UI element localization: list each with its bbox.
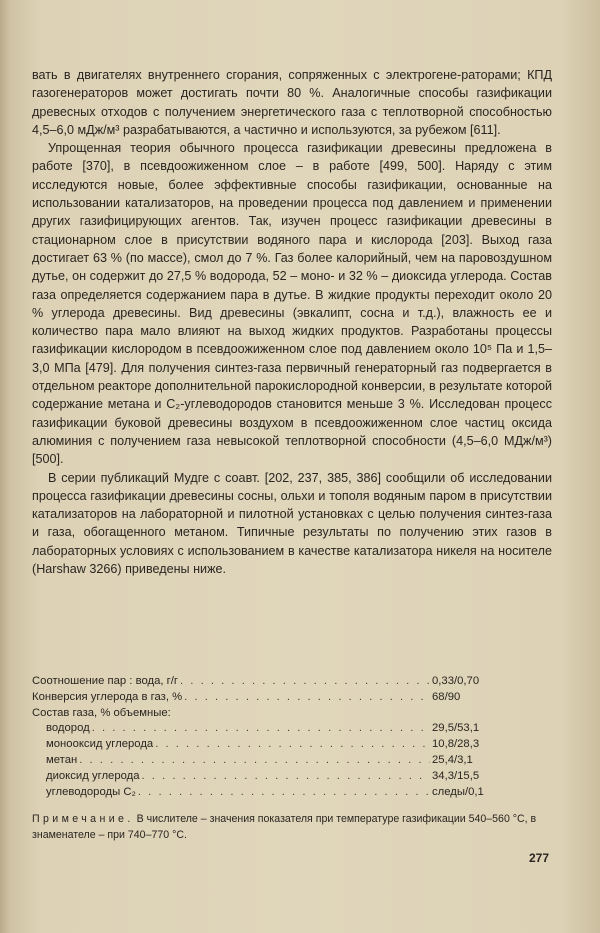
table-row xyxy=(32,769,522,785)
leader-dots xyxy=(92,721,430,737)
row-label: водород xyxy=(46,722,90,735)
row-label: диоксид углерода xyxy=(46,769,140,782)
row-value: 68/90 xyxy=(432,690,461,703)
footnote xyxy=(32,812,552,843)
row-value: 0,33/0,70 xyxy=(432,675,480,687)
body-text xyxy=(32,66,552,578)
row-value: 34,3/15,5 xyxy=(432,769,480,782)
table-row xyxy=(32,753,522,769)
leader-dots xyxy=(180,674,430,690)
row-label: Конверсия углерода в газ, % xyxy=(32,690,183,703)
leader-dots xyxy=(79,753,430,769)
row-value: следы/0,1 xyxy=(432,785,484,798)
table-row xyxy=(32,737,522,753)
row-label: Состав газа, % объемные: xyxy=(32,706,171,719)
row-label: Соотношение пар : вода, г/г xyxy=(32,675,179,687)
leader-dots xyxy=(142,769,430,785)
table-row xyxy=(32,706,522,722)
paragraph-3: В серии публикаций Мудге с соавт. [202, 237, 385, 386] сообщили об исследовании процесса газификации древесины сосны, ольхи и тополя водяным паром в присутствии катализаторов на лабораторной и пилотной установках с целью получения синтез-газа и газа, обогащенного метаном. Типичные результаты по получению этих газов в лабораторных условиях с использованием в качестве катализатора никеля на носителе (Harshaw 3266) приведены ниже. xyxy=(32,470,552,577)
row-label: метан xyxy=(46,753,78,766)
paragraph-1: вать в двигателях внутреннего сгорания, сопряженных с электрогене-раторами; КПД газогенераторов может достигать почти 80 %. Аналогичные способы газификации древесных отходов с получением энергетического газа с теплотворной способностью 4,5–6,0 мДж/м³ разрабатываются, а частично и используются, за рубежом [611]. xyxy=(32,68,552,137)
leader-dots xyxy=(184,690,430,706)
row-value: 25,4/3,1 xyxy=(432,753,473,766)
paragraph-2: Упрощенная теория обычного процесса газификации древесины предложена в работе [370], в псевдоожиженном слое – в работе [499, 500]. Наряду с этим исследуются новые, более эффективные способы газификации, основанные на использовании катализаторов, на проведении процесса под давлением и применении других газифицирующих агентов. Так, изучен процесс газификации древесины в стационарном слое в присутствии водяного пара и кислорода [203]. Выход газа достигает 63 % (по массе), смол до 7 %. Газ более калорийный, чем на паровоздушном дутье, он содержит до 27,5 % водорода, 52 – моно- и 32 % – диоксида углерода. Состав газа определяется содержанием пара в дутье. В жидкие продукты переходит около 20 % углерода древесины. Вид древесины (эвкалипт, сосна и т.д.), влажность ее и количество пара мало влияют на выход жидких продуктов. Разработаны процессы газификации кислородом в псевдоожиженном слое под давлением около 10⁵ Па и 1,5–3,0 МПа [479]. Для получения синтез-газа первичный генераторный газ подвергается в отдельном реакторе дополнительной парокислородной конверсии, в результате которой содержание метана и C₂-углеводородов становится меньше 3 %. Исследован процесс газификации буковой древесины воздухом в псевдоожиженном слое частиц оксида алюминия с получением газа невысокой теплотворной способности (4,5–6,0 МДж/м³) [500]. xyxy=(32,141,552,467)
table-row xyxy=(32,674,522,690)
leader-dots xyxy=(155,737,430,753)
leader-dots xyxy=(138,785,430,801)
footnote-heading: Примечание. xyxy=(32,813,134,825)
row-value: 29,5/53,1 xyxy=(432,722,480,735)
row-label: монооксид углерода xyxy=(46,738,154,751)
row-label: углеводороды C₂ xyxy=(46,785,136,798)
table-row xyxy=(32,785,522,801)
table-row xyxy=(32,721,522,737)
row-value: 10,8/28,3 xyxy=(432,738,480,751)
page-number: 277 xyxy=(529,851,550,865)
table-row xyxy=(32,690,522,706)
footnote-text: В числителе – значения показателя при температуре газификации 540–560 °С, в знаменателе – при 740–770 °С. xyxy=(32,813,537,841)
results-table xyxy=(32,674,522,800)
